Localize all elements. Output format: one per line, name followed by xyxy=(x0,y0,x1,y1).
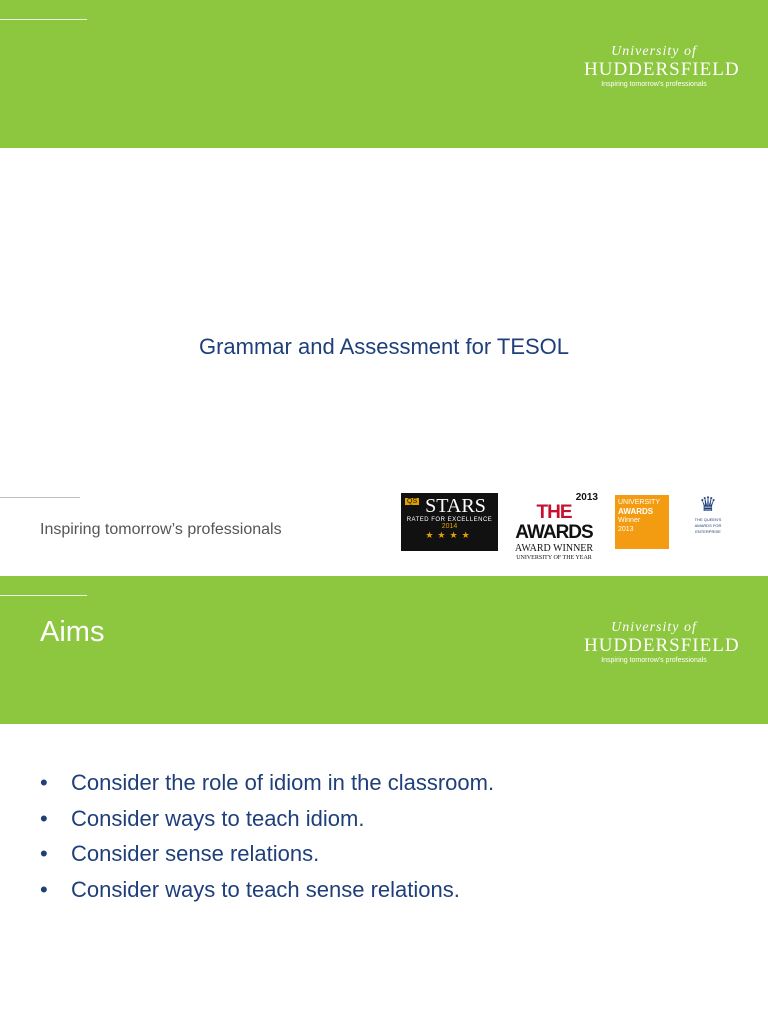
queens-award-logo xyxy=(686,493,730,551)
qs-stars-word: STARS xyxy=(425,495,486,517)
university-logo xyxy=(584,44,740,90)
banner-divider xyxy=(0,595,87,596)
list-item: • Consider ways to teach idiom. xyxy=(40,801,494,837)
the-awards-wordmark xyxy=(510,503,598,543)
header-banner xyxy=(0,0,768,148)
header-banner xyxy=(0,576,768,724)
aims-list xyxy=(40,765,494,907)
logo-line1: University of xyxy=(611,620,697,635)
logo-line1: University of xyxy=(611,44,697,59)
logo-line2: HUDDERSFIELD xyxy=(584,59,740,80)
qs-star-icons: ★★★★ xyxy=(425,530,474,540)
banner-divider xyxy=(0,19,87,20)
list-item: • Consider the role of idiom in the classroom. xyxy=(40,765,494,801)
the-awards-logo xyxy=(510,492,598,561)
ua-awards: AWARDS xyxy=(618,507,654,516)
list-item: • Consider ways to teach sense relations. xyxy=(40,872,494,908)
tagline-divider xyxy=(0,497,80,498)
slide-title: Aims xyxy=(40,616,105,648)
logo-line2: HUDDERSFIELD xyxy=(584,635,740,656)
tagline: Inspiring tomorrow’s professionals xyxy=(40,521,282,538)
qs-badge: QS xyxy=(407,498,418,505)
logo-line3: Inspiring tomorrow's professionals xyxy=(601,657,707,664)
ua-winner: Winner xyxy=(618,517,641,524)
slide-title: Grammar and Assessment for TESOL xyxy=(198,334,570,359)
university-logo xyxy=(584,620,740,666)
the-word: THE xyxy=(536,502,572,523)
list-item: • Consider sense relations. xyxy=(40,836,494,872)
the-year: 2013 xyxy=(575,492,598,503)
awards-word: AWARDS xyxy=(515,522,593,543)
qs-year: 2014 xyxy=(441,523,458,530)
qs-rated: RATED FOR EXCELLENCE xyxy=(406,517,493,523)
logo-line3: Inspiring tomorrow's professionals xyxy=(601,81,707,88)
the-award-winner: AWARD WINNER xyxy=(514,543,594,554)
qs-stars-award xyxy=(401,493,498,551)
aims-slide xyxy=(0,576,768,1024)
queens-award-text: THE QUEEN'S AWARDS FOR ENTERPRISE xyxy=(694,517,722,534)
ua-year: 2013 xyxy=(618,526,634,533)
crown-icon: ♛ xyxy=(699,494,717,516)
ua-top: UNIVERSITY xyxy=(618,499,661,506)
the-university-of-year: UNIVERSITY OF THE YEAR xyxy=(516,555,592,561)
university-awards-logo xyxy=(615,495,669,549)
